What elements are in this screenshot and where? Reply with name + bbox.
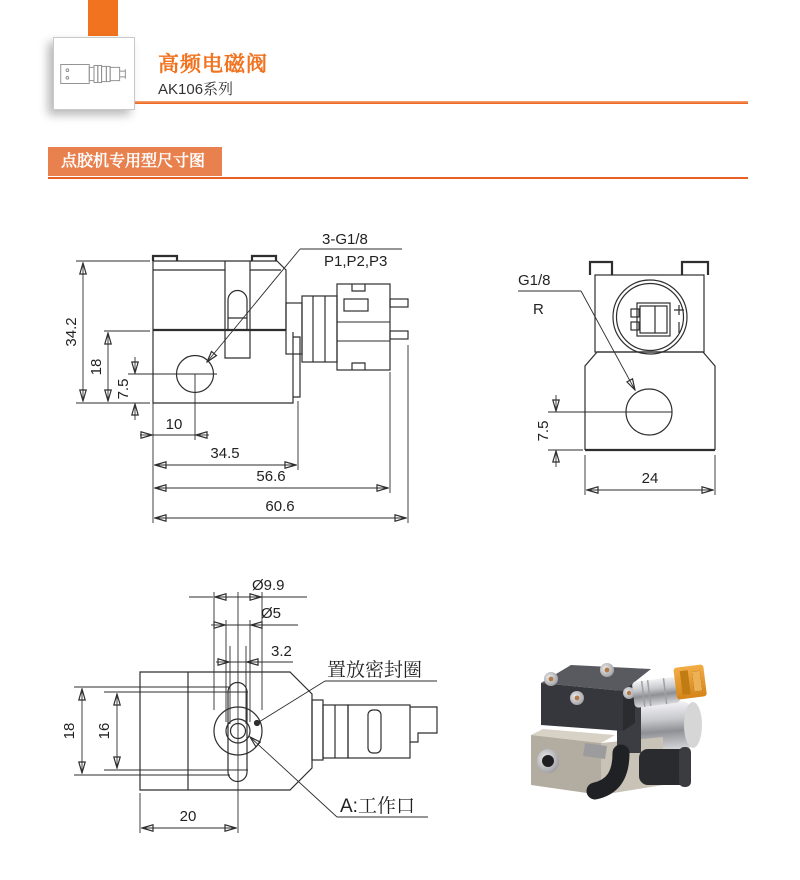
photo-valve-assembly [531,663,707,795]
bottom-view-drawing [61,577,437,833]
photo-orange-connector [673,664,707,699]
dim-port-diameter: Ø5 [261,605,282,622]
product-thumbnail-line-art [58,55,130,93]
side-port-label-line1: 3-G1/8 [322,231,368,248]
product-photo [523,653,708,808]
front-thread-label-line2: R [533,301,544,318]
dim-34-2: 34.2 [63,317,80,347]
side-view-drawing [63,231,408,523]
dim-24: 24 [641,470,659,487]
dim-18-bottom: 18 [61,722,78,740]
dim-56-6: 56.6 [256,468,286,485]
dim-60-6: 60.6 [265,498,295,515]
section-title-bar [48,147,222,176]
brand-ribbon [88,0,118,36]
series-subtitle: AK106系列 [158,81,234,98]
dim-7-5-front: 7.5 [535,420,552,442]
dim-16: 16 [96,722,113,740]
dim-seal-diameter: Ø9.9 [252,577,285,594]
dim-34-5: 34.5 [210,445,240,462]
section-title: 点胶机专用型尺寸图 [61,153,206,170]
side-port-label-line2: P1,P2,P3 [324,253,388,270]
front-thread-label-line1: G1/8 [518,272,551,289]
dim-10: 10 [165,416,183,433]
front-view-drawing [518,262,715,495]
section-divider [48,177,748,179]
work-port-label: A:工作口 [340,796,415,817]
page-title: 高频电磁阀 [158,53,268,76]
header-divider [135,101,748,104]
product-thumbnail-card [53,37,135,110]
dim-7-5-side: 7.5 [115,378,132,400]
dim-20: 20 [179,808,197,825]
seal-ring-label: 置放密封圈 [327,660,423,681]
dim-orifice: 3.2 [271,643,292,660]
dim-18-side: 18 [88,358,105,376]
